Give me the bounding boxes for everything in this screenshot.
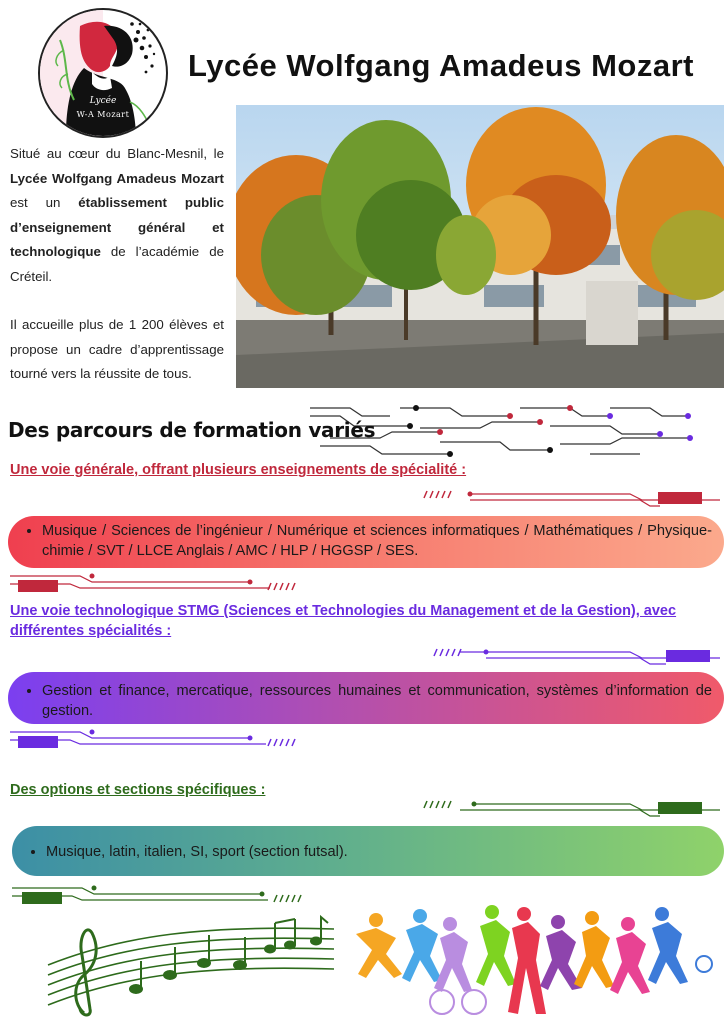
options-band	[12, 826, 724, 876]
logo-text-name: W-A Mozart	[76, 110, 130, 119]
options-item: • Musique, latin, italien, SI, sport (section futsal).	[46, 842, 712, 862]
connector-bottom-options	[12, 884, 312, 906]
intro-run-3: établissement public d’enseignement général et technologique	[10, 195, 224, 259]
intro-paragraph-2: Il accueille plus de 1 200 élèves et propose un cadre d’apprentissage tourné vers la réussite de tous.	[10, 317, 224, 381]
connector-top-options	[420, 798, 720, 820]
school-photo	[236, 105, 724, 388]
general-band	[8, 516, 724, 568]
music-staff-illustration	[44, 905, 338, 1017]
connector-bottom-general	[10, 572, 310, 594]
intro-run-1: Lycée Wolfgang Amadeus Mozart	[10, 170, 224, 186]
options-heading: Des options et sections spécifiques :	[10, 782, 266, 798]
logo-text-lycee: Lycée	[89, 96, 117, 106]
techno-band	[8, 672, 724, 724]
connector-top-general	[420, 488, 720, 510]
connector-top-techno	[430, 646, 720, 668]
general-item: • Musique / Sciences de l’ingénieur / Numérique et sciences informatiques / Mathématiques / Physique-chimie / SVT / LLCE Anglais / AMC / HLP / HGGSP / SES.	[42, 521, 712, 561]
intro-text	[10, 142, 224, 411]
school-logo	[38, 8, 168, 138]
intro-paragraph-1	[10, 142, 224, 289]
sports-silhouettes-illustration	[346, 894, 720, 1020]
intro-run-0: Situé au cœur du Blanc-Mesnil, le	[10, 146, 224, 161]
techno-heading: Une voie technologique STMG (Sciences et Technologies du Management et de la Gestion), avec différentes spécialités :	[10, 603, 677, 639]
intro-run-2: est un	[10, 195, 79, 210]
page-title: Lycée Wolfgang Amadeus Mozart	[188, 48, 694, 83]
section-title: Des parcours de formation variés	[8, 418, 376, 442]
general-heading: Une voie générale, offrant plusieurs enseignements de spécialité :	[10, 462, 467, 478]
intro-run-4: de l’académie de Créteil.	[10, 244, 224, 284]
techno-item: • Gestion et finance, mercatique, ressources humaines et communication, systèmes d’information de gestion.	[42, 681, 712, 721]
connector-bottom-techno	[10, 728, 310, 750]
